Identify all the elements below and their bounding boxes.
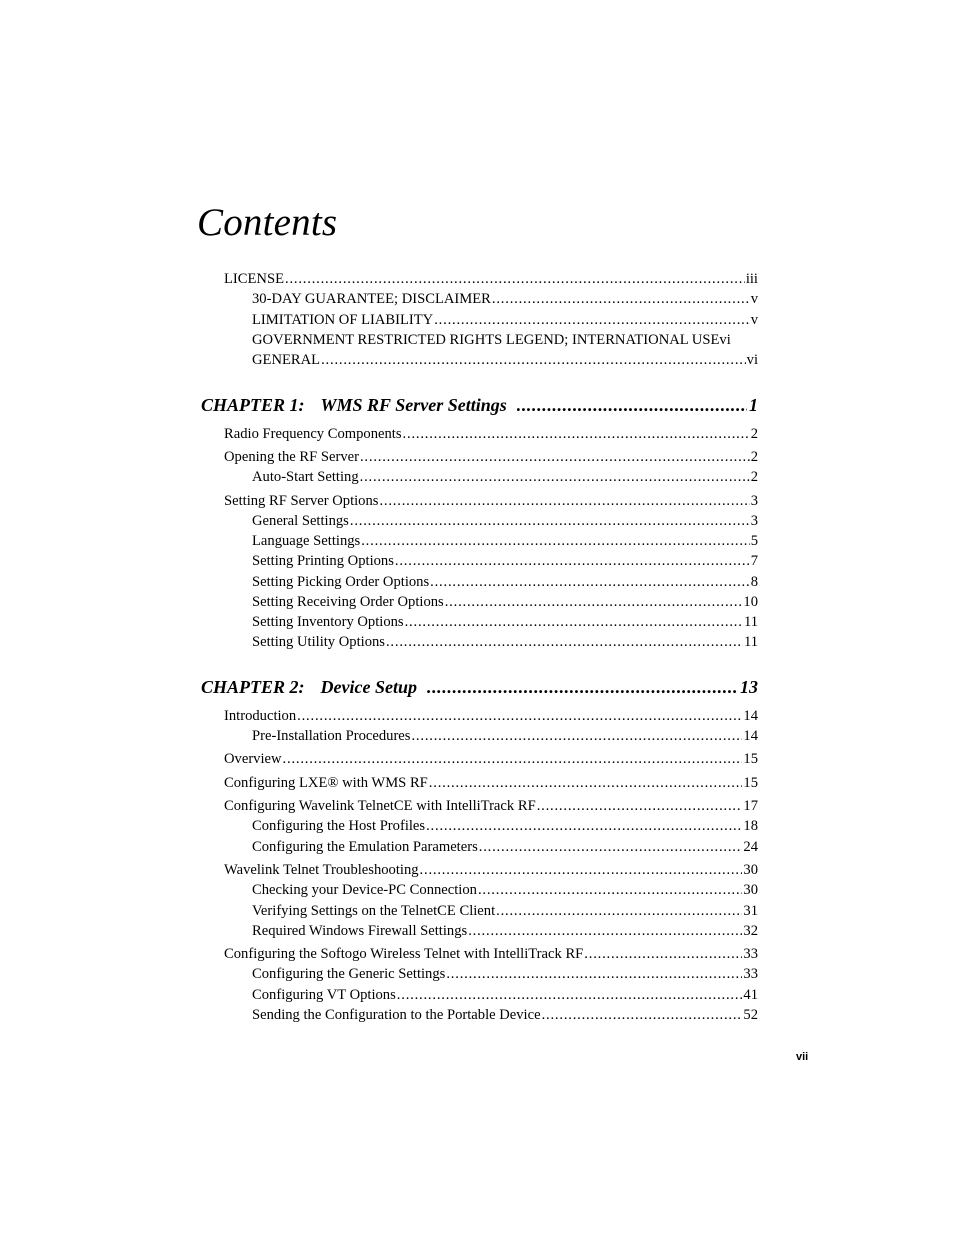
toc-entry-label: LIMITATION OF LIABILITY xyxy=(252,312,434,328)
dot-leader xyxy=(350,512,750,530)
toc-entry[interactable] xyxy=(252,881,758,899)
toc-entry[interactable] xyxy=(224,774,758,792)
dot-leader xyxy=(542,1006,743,1024)
dot-leader xyxy=(446,965,742,983)
toc-entry-label: Required Windows Firewall Settings xyxy=(252,923,468,939)
toc-entry-label: Radio Frequency Components xyxy=(224,426,402,442)
toc-entry-page: 2 xyxy=(750,449,758,465)
toc-entry-page: 8 xyxy=(750,574,758,590)
dot-leader xyxy=(411,727,742,745)
dot-leader xyxy=(420,861,743,879)
dot-leader xyxy=(379,492,749,510)
toc-entry[interactable] xyxy=(224,861,758,879)
toc-entry[interactable] xyxy=(224,425,758,443)
toc-entry-page: 11 xyxy=(743,614,758,630)
chapter-title: Device Setup xyxy=(320,677,417,697)
chapter-number: CHAPTER 2: xyxy=(201,677,305,697)
toc-entry-page: 30 xyxy=(743,882,758,898)
toc-entry-label: Auto-Start Setting xyxy=(252,469,359,485)
toc-entry-page: 52 xyxy=(743,1007,758,1023)
toc-entry-page: 14 xyxy=(743,708,758,724)
toc-entry-license[interactable] xyxy=(224,270,758,288)
toc-entry-page: 24 xyxy=(743,839,758,855)
toc-entry-page: 5 xyxy=(750,533,758,549)
toc-entry[interactable] xyxy=(252,633,758,651)
toc-entry-page: vi xyxy=(719,332,731,348)
toc-entry-page: 30 xyxy=(743,862,758,878)
toc-entry-page: 33 xyxy=(743,966,758,982)
toc-entry-government-rights[interactable] xyxy=(252,331,731,349)
dot-leader xyxy=(297,707,742,725)
toc-entry-page: 41 xyxy=(743,987,758,1003)
dot-leader xyxy=(386,633,743,651)
chapter-title: WMS RF Server Settings xyxy=(320,395,507,415)
toc-entry[interactable] xyxy=(224,750,758,768)
dot-leader xyxy=(403,425,750,443)
page-title: Contents xyxy=(197,201,338,244)
toc-entry-label: Configuring Wavelink TelnetCE with IntelliTrack RF xyxy=(224,798,536,814)
dot-leader xyxy=(492,290,750,308)
toc-entry-label: LICENSE xyxy=(224,271,284,287)
toc-entry-page: 18 xyxy=(743,818,758,834)
toc-entry-label: Configuring the Softogo Wireless Telnet with IntelliTrack RF xyxy=(224,946,584,962)
chapter-number: CHAPTER 1: xyxy=(201,395,305,415)
toc-entry-label: Configuring the Host Profiles xyxy=(252,818,426,834)
toc-entry-page: 2 xyxy=(750,426,758,442)
dot-leader xyxy=(360,468,750,486)
toc-entry-label: Setting Inventory Options xyxy=(252,614,404,630)
toc-entry-page: 7 xyxy=(750,553,758,569)
dot-leader xyxy=(405,613,743,631)
toc-entry-guarantee[interactable] xyxy=(252,290,758,308)
toc-entry-label: Verifying Settings on the TelnetCE Client xyxy=(252,903,496,919)
toc-entry-label: GENERAL xyxy=(252,352,321,368)
dot-leader xyxy=(429,774,743,792)
dot-leader xyxy=(430,573,750,591)
toc-entry[interactable] xyxy=(224,448,758,466)
chapter-heading-2[interactable] xyxy=(201,676,758,698)
toc-entry-label: Overview xyxy=(224,751,282,767)
dot-leader xyxy=(584,945,742,963)
chapter-heading-1[interactable] xyxy=(201,394,758,416)
toc-entry-page: 11 xyxy=(743,634,758,650)
toc-entry[interactable] xyxy=(252,1006,758,1024)
dot-leader xyxy=(285,270,745,288)
dot-leader xyxy=(517,394,747,416)
toc-entry-page: 32 xyxy=(743,923,758,939)
toc-entry[interactable] xyxy=(252,965,758,983)
toc-entry[interactable] xyxy=(252,573,758,591)
chapter-page: 1 xyxy=(749,395,758,415)
toc-entry-label: GOVERNMENT RESTRICTED RIGHTS LEGEND; INTERNATIONAL USE xyxy=(252,332,720,348)
toc-entry-label: Configuring LXE® with WMS RF xyxy=(224,775,428,791)
dot-leader xyxy=(426,817,742,835)
toc-entry[interactable] xyxy=(252,922,758,940)
toc-entry[interactable] xyxy=(224,492,758,510)
toc-entry[interactable] xyxy=(252,532,758,550)
toc-entry-label: 30-DAY GUARANTEE; DISCLAIMER xyxy=(252,291,491,307)
toc-entry[interactable] xyxy=(224,945,758,963)
toc-entry-label: Setting RF Server Options xyxy=(224,493,379,509)
dot-leader xyxy=(479,838,743,856)
toc-entry[interactable] xyxy=(252,986,758,1004)
toc-entry-page: 15 xyxy=(743,751,758,767)
dot-leader xyxy=(361,532,749,550)
toc-entry[interactable] xyxy=(252,817,758,835)
toc-entry-page: 31 xyxy=(743,903,758,919)
toc-entry-label: Introduction xyxy=(224,708,297,724)
toc-entry-page: 10 xyxy=(743,594,758,610)
toc-entry-label: Sending the Configuration to the Portable Device xyxy=(252,1007,541,1023)
toc-entry[interactable] xyxy=(252,512,758,530)
toc-entry[interactable] xyxy=(252,593,758,611)
toc-entry-page: v xyxy=(750,312,758,328)
dot-leader xyxy=(321,351,746,369)
toc-entry-liability[interactable] xyxy=(252,311,758,329)
toc-entry[interactable] xyxy=(252,727,758,745)
toc-entry[interactable] xyxy=(252,613,758,631)
dot-leader xyxy=(537,797,743,815)
toc-entry-label: Configuring the Emulation Parameters xyxy=(252,839,478,855)
toc-entry-page: 3 xyxy=(750,493,758,509)
toc-entry-label: Pre-Installation Procedures xyxy=(252,728,411,744)
dot-leader xyxy=(397,986,743,1004)
toc-entry-label: Checking your Device-PC Connection xyxy=(252,882,477,898)
dot-leader xyxy=(496,902,742,920)
toc-entry[interactable] xyxy=(252,902,758,920)
toc-entry-page: v xyxy=(750,291,758,307)
dot-leader xyxy=(427,676,738,698)
dot-leader xyxy=(395,552,750,570)
dot-leader xyxy=(478,881,742,899)
toc-entry-label: Setting Utility Options xyxy=(252,634,385,650)
toc-entry-label: Setting Receiving Order Options xyxy=(252,594,444,610)
toc-entry-page: 14 xyxy=(743,728,758,744)
toc-entry-label: Wavelink Telnet Troubleshooting xyxy=(224,862,419,878)
toc-entry-page: 2 xyxy=(750,469,758,485)
toc-entry[interactable] xyxy=(252,838,758,856)
dot-leader xyxy=(360,448,750,466)
dot-leader xyxy=(283,750,743,768)
toc-entry-page: 3 xyxy=(750,513,758,529)
toc-entry[interactable] xyxy=(224,797,758,815)
toc-entry-label: Setting Printing Options xyxy=(252,553,394,569)
toc-entry-page: vi xyxy=(746,352,758,368)
toc-entry-page: iii xyxy=(745,271,758,287)
toc-entry[interactable] xyxy=(252,552,758,570)
toc-entry[interactable] xyxy=(252,468,758,486)
dot-leader xyxy=(468,922,742,940)
toc-entry-general[interactable] xyxy=(252,351,758,369)
toc-entry-label: Configuring the Generic Settings xyxy=(252,966,446,982)
toc-entry-page: 33 xyxy=(743,946,758,962)
page-number: vii xyxy=(796,1051,809,1063)
toc-entry-label: Setting Picking Order Options xyxy=(252,574,430,590)
toc-entry-label: General Settings xyxy=(252,513,349,529)
toc-entry-page: 15 xyxy=(743,775,758,791)
toc-entry-page: 17 xyxy=(743,798,758,814)
chapter-page: 13 xyxy=(740,677,758,697)
toc-entry[interactable] xyxy=(224,707,758,725)
toc-entry-label: Opening the RF Server xyxy=(224,449,359,465)
dot-leader xyxy=(445,593,743,611)
dot-leader xyxy=(434,311,749,329)
toc-entry-label: Language Settings xyxy=(252,533,361,549)
toc-entry-label: Configuring VT Options xyxy=(252,987,396,1003)
